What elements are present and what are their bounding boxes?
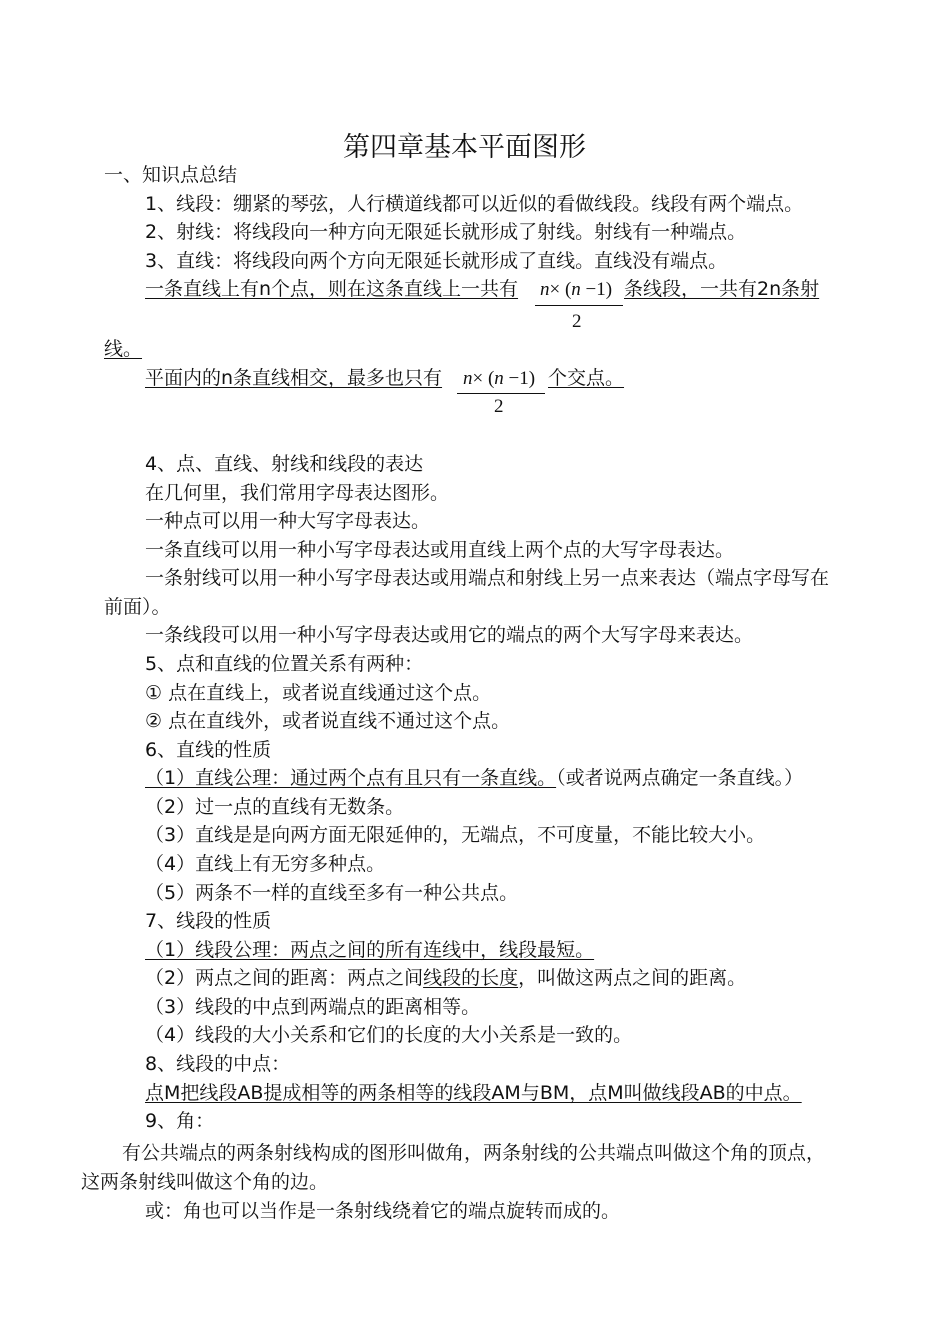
item-straight-line: 3、直线：将线段向两个方向无限延长就形成了直线。直线没有端点。 <box>145 250 728 272</box>
intersection-text: 平面内的n条直线相交，最多也只有 <box>145 367 443 389</box>
paragraph: 一种点可以用一种大写字母表达。 <box>145 510 431 532</box>
paragraph: 在几何里，我们常用字母表达图形。 <box>145 482 450 504</box>
item-line-segment: 1、线段：绷紧的琴弦，人行横道线都可以近似的看做线段。线段有两个端点。 <box>145 193 804 215</box>
item-angle: 9、角： <box>145 1110 215 1132</box>
list-item <box>145 765 803 791</box>
segment-count-text: 一条直线上有n个点，则在这条直线上一共有 <box>145 278 519 300</box>
list-item: （5）两条不一样的直线至多有一种公共点。 <box>145 882 519 904</box>
item-notation: 4、点、直线、射线和线段的表达 <box>145 453 424 475</box>
list-item: （3）直线是是向两方面无限延伸的，无端点，不可度量，不能比较大小。 <box>145 824 766 846</box>
item-midpoint: 8、线段的中点： <box>145 1053 291 1075</box>
fraction-numerator: n× (n −1) <box>463 368 536 389</box>
list-item: （4）直线上有无穷多种点。 <box>145 853 386 875</box>
segment-length-term: 线段的长度 <box>423 967 519 989</box>
list-item: （2）两点之间的距离：两点之间线段的长度，叫做这两点之间的距离。 <box>145 967 747 989</box>
angle-definition-cont: 这两条射线叫做这个角的边。 <box>81 1171 329 1193</box>
paragraph: 一条线段可以用一种小写字母表达或用它的端点的两个大写字母来表达。 <box>145 624 754 646</box>
fraction-numerator: n× (n −1) <box>540 279 613 300</box>
segment-axiom: （1）线段公理：两点之间的所有连线中，线段最短。 <box>145 939 595 961</box>
item-line-properties: 6、直线的性质 <box>145 739 272 761</box>
item-point-line-relation: 5、点和直线的位置关系有两种： <box>145 653 424 675</box>
item-ray: 2、射线：将线段向一种方向无限延长就形成了射线。射线有一种端点。 <box>145 221 747 243</box>
intersection-text-tail: 个交点。 <box>548 367 625 389</box>
fraction-bar <box>457 393 545 394</box>
list-item: ① 点在直线上，或者说直线通过这个点。 <box>145 682 492 704</box>
midpoint-definition: 点M把线段AB提成相等的两条相等的线段AM与BM，点M叫做线段AB的中点。 <box>145 1082 802 1104</box>
paragraph: 前面）。 <box>104 596 171 618</box>
fraction-denominator: 2 <box>572 311 582 332</box>
paragraph: 一条直线可以用一种小写字母表达或用直线上两个点的大写字母表达。 <box>145 539 735 561</box>
list-item: （4）线段的大小关系和它们的长度的大小关系是一致的。 <box>145 1024 633 1046</box>
list-item: ② 点在直线外，或者说直线不通过这个点。 <box>145 710 511 732</box>
fraction-bar <box>535 305 623 306</box>
segment-count-text-tail: 条线段，一共有2n条射 <box>624 278 820 300</box>
item-segment-properties: 7、线段的性质 <box>145 910 272 932</box>
list-item: （3）线段的中点到两端点的距离相等。 <box>145 996 481 1018</box>
angle-alternative-definition: 或：角也可以当作是一条射线绕着它的端点旋转而成的。 <box>145 1200 621 1222</box>
paragraph: 一条射线可以用一种小写字母表达或用端点和射线上另一点来表达（端点字母写在 <box>145 567 830 589</box>
angle-definition: 有公共端点的两条射线构成的图形叫做角，两条射线的公共端点叫做这个角的顶点， <box>122 1142 826 1164</box>
list-item: （2）过一点的直线有无数条。 <box>145 796 405 818</box>
page-title: 第四章基本平面图形 <box>343 132 586 163</box>
fraction-denominator: 2 <box>494 396 504 417</box>
section-heading: 一、知识点总结 <box>104 164 238 186</box>
segment-count-wrap: 线。 <box>104 338 143 360</box>
line-axiom-note: （或者说两点确定一条直线。） <box>556 767 804 789</box>
line-axiom: （1）直线公理：通过两个点有且只有一条直线。 <box>145 767 557 789</box>
